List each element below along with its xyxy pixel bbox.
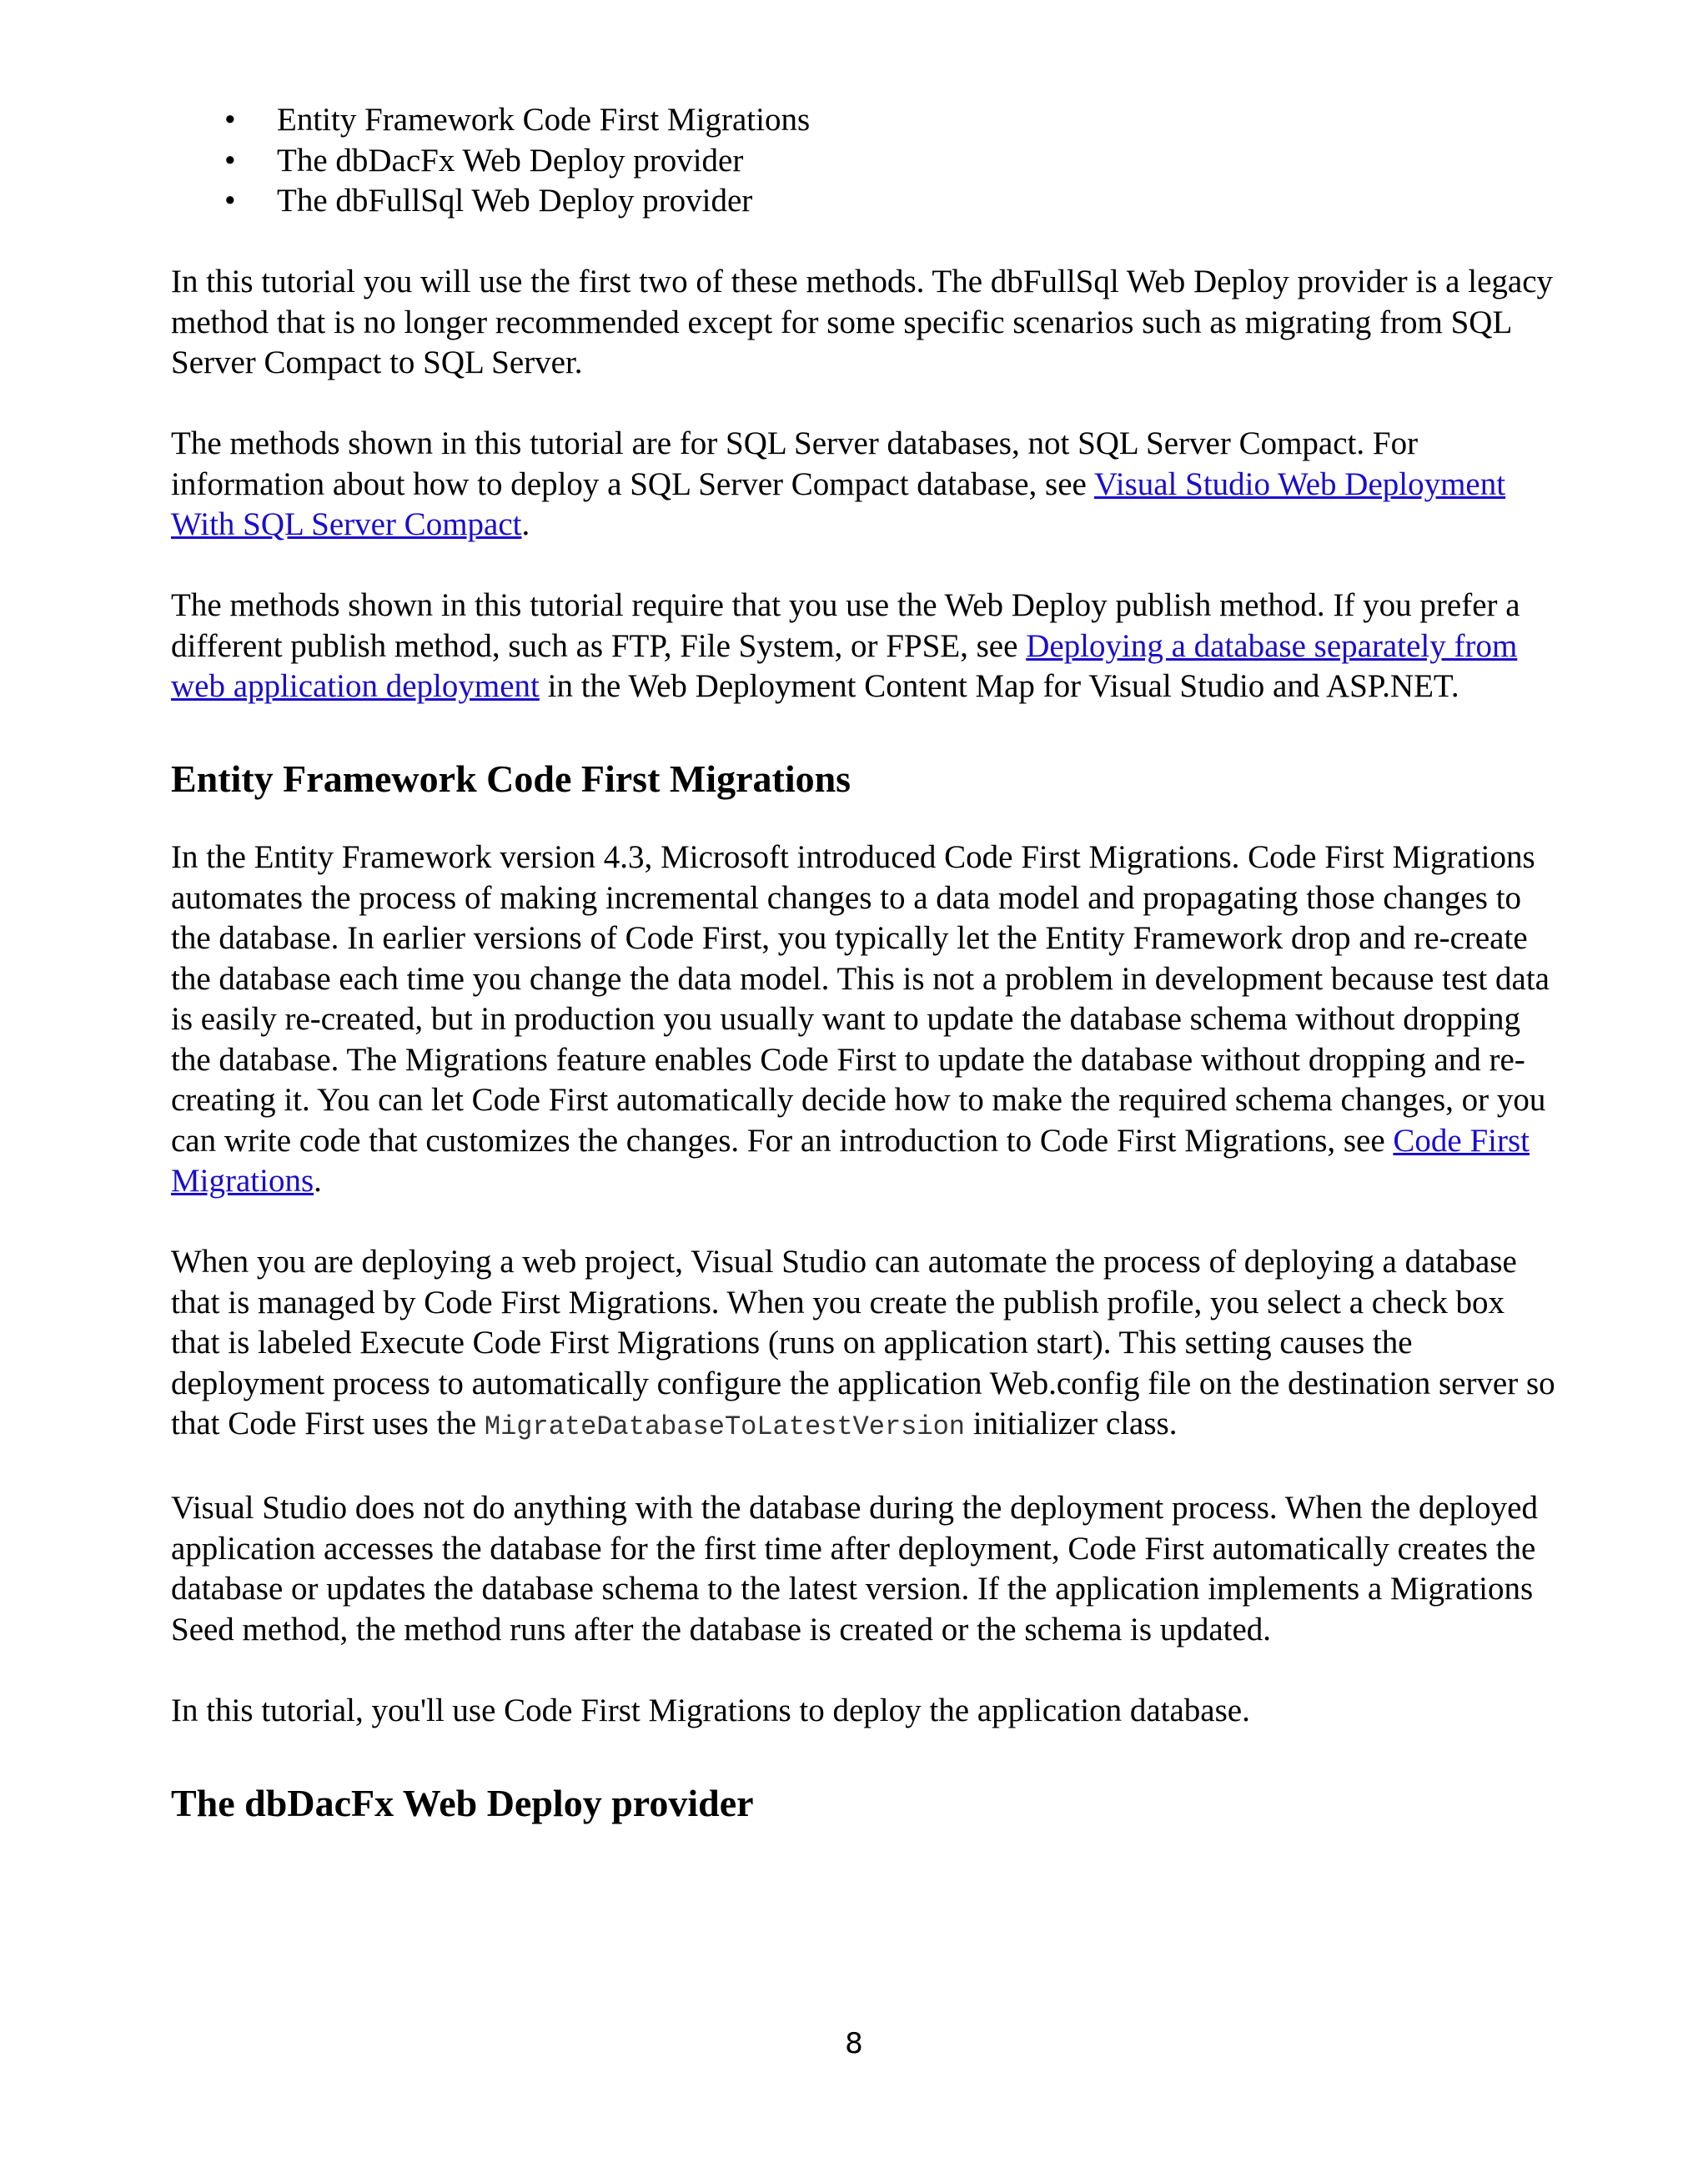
paragraph-text: In the Entity Framework version 4.3, Microsoft introduced Code First Migrations. Code First Migrations automates the process of making incremental changes to a data model and propagating those changes to the database. In earlier versions of Code First, you typically let the Entity Framework drop and re-create the database each time you change the data model. This is not a problem in development because test data is easily re-created, but in production you usually want to update the database schema without dropping the database. The Migrations feature enables Code First to update the database without dropping and re-creating it. You can let Code First automatically decide how to make the required schema changes, or you can write code that customizes the changes. For an introduction to Code First Migrations, see — [171, 839, 1550, 1159]
paragraph-text: The methods shown in this tutorial are for SQL Server databases, not SQL Server Compact. For information about how to deploy a SQL Server Compact database, see — [171, 425, 1419, 502]
paragraph-deployment-process: Visual Studio does not do anything with the database during the deployment process. When the deployed application accesses the database for the first time after deployment, Code First automatically creates the database or updates the database schema to the latest version. If the application implements a Migrations Seed method, the method runs after the database is created or the schema is updated. — [171, 1490, 1538, 1647]
list-item-text: The dbDacFx Web Deploy provider — [277, 142, 744, 179]
list-item — [171, 100, 1555, 141]
list-item-text: Entity Framework Code First Migrations — [277, 102, 811, 138]
paragraph-text: The methods shown in this tutorial require that you use the Web Deploy publish method. If you prefer a different publish method, such as FTP, File System, or FPSE, see — [171, 587, 1520, 664]
paragraph-text: When you are deploying a web project, Visual Studio can automate the process of deploying a database that is managed by Code First Migrations. When you create the publish profile, you select a check box that is labeled Execute Code First Migrations (runs on application start). This setting causes the deployment process to automatically configure the application Web.config file on the destination server so that Code First uses the — [171, 1244, 1555, 1441]
deployment-methods-list — [171, 100, 1555, 222]
page-number: 8 — [845, 2027, 863, 2060]
paragraph-code-first-intro — [171, 838, 1555, 1202]
paragraph-publish-method — [171, 586, 1555, 707]
initializer-class-code: MigrateDatabaseToLatestVersion — [484, 1411, 965, 1442]
section-heading-dbdacfx: The dbDacFx Web Deploy provider — [171, 1781, 754, 1824]
paragraph-text: . — [521, 506, 530, 542]
bullet-icon: • — [224, 183, 236, 219]
paragraph-text: initializer class. — [964, 1406, 1178, 1441]
paragraph-methods-used: In this tutorial you will use the first two of these methods. The dbFullSql Web Deploy provider is a legacy method that is no longer recommended except for some specific scenarios such as migrating from SQL Server Compact to SQL Server. — [171, 264, 1554, 380]
deploying-database-separately-link[interactable]: Deploying a database separately from web application deployment — [171, 627, 1518, 704]
list-item — [171, 181, 1555, 222]
paragraph-tutorial-usage: In this tutorial, you'll use Code First Migrations to deploy the application database. — [171, 1692, 1250, 1728]
list-item — [171, 141, 1555, 182]
paragraph-sql-compact — [171, 424, 1555, 546]
sql-compact-deployment-link[interactable]: Visual Studio Web Deployment With SQL Server Compact — [171, 465, 1506, 542]
list-item-text: The dbFullSql Web Deploy provider — [277, 183, 753, 219]
paragraph-text: . — [314, 1163, 322, 1199]
bullet-icon: • — [224, 142, 236, 179]
bullet-icon: • — [224, 102, 236, 138]
paragraph-visual-studio-automation — [171, 1242, 1555, 1448]
paragraph-text: in the Web Deployment Content Map for Visual Studio and ASP.NET. — [539, 668, 1459, 704]
section-heading-code-first-migrations: Entity Framework Code First Migrations — [171, 757, 851, 800]
document-page — [171, 100, 1555, 1862]
code-first-migrations-link[interactable]: Code First Migrations — [171, 1122, 1530, 1199]
